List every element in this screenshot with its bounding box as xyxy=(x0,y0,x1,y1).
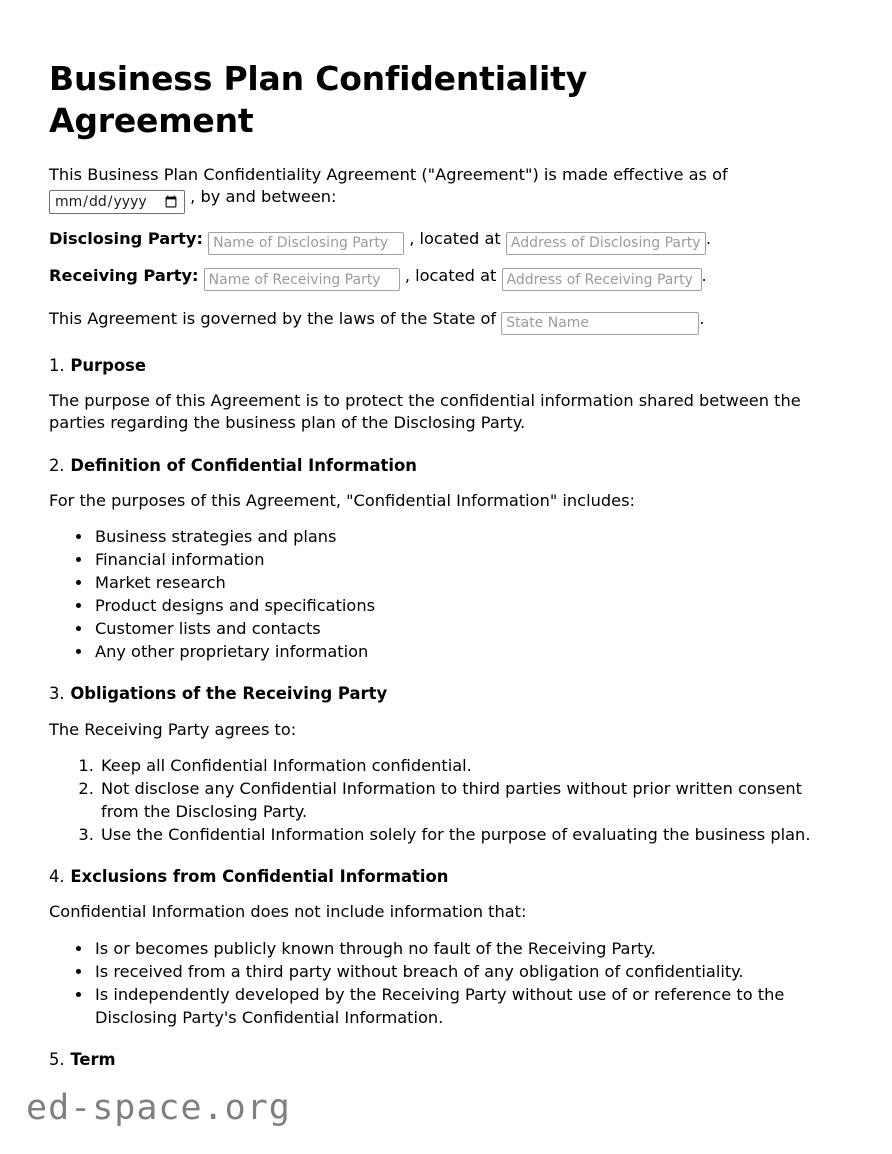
receiving-party-address-input[interactable] xyxy=(502,268,702,291)
disclosing-party-located-at-text: , located at xyxy=(409,229,501,249)
section-number: 5. xyxy=(49,1049,65,1069)
section-title: Obligations of the Receiving Party xyxy=(70,684,388,704)
section-number: 2. xyxy=(49,455,65,475)
section-number: 1. xyxy=(49,355,65,375)
intro-text-after-date: , by and between: xyxy=(190,187,337,207)
site-watermark: ed-space.org xyxy=(26,1088,291,1128)
list-item: • Financial information xyxy=(93,548,840,571)
state-name-input[interactable] xyxy=(501,312,699,335)
section-heading-term xyxy=(49,1049,840,1070)
page-title: Business Plan Confidentiality Agreement xyxy=(49,59,588,140)
section-heading-purpose xyxy=(49,355,840,376)
governing-law-period: . xyxy=(699,309,705,329)
list-item: • Business strategies and plans xyxy=(93,525,840,548)
section-title: Exclusions from Confidential Information xyxy=(70,867,449,887)
receiving-party-label: Receiving Party: xyxy=(49,265,199,285)
list-item: • Market research xyxy=(93,571,840,594)
list-item: • Is or becomes publicly known through no fault of the Receiving Party. xyxy=(93,937,840,960)
receiving-party-line xyxy=(49,264,840,292)
list-item: • Any other proprietary information xyxy=(93,640,840,663)
section-heading-obligations xyxy=(49,683,840,704)
definition-bullet-list xyxy=(49,525,840,663)
section-title: Term xyxy=(70,1049,116,1069)
section-body-definition: For the purposes of this Agreement, "Confidential Information" includes: xyxy=(49,491,635,511)
section-body-purpose: The purpose of this Agreement is to protect the confidential information shared between the parties regarding the business plan of the Disclosing Party. xyxy=(49,391,801,433)
list-item: • Is received from a third party without breach of any obligation of confidentiality. xyxy=(93,960,840,983)
section-number: 4. xyxy=(49,867,65,887)
list-item: • Customer lists and contacts xyxy=(93,617,840,640)
receiving-party-located-at-text: , located at xyxy=(404,265,497,285)
intro-paragraph xyxy=(49,164,839,214)
disclosing-party-address-input[interactable] xyxy=(506,232,706,255)
section-heading-exclusions xyxy=(49,866,840,887)
section-body-exclusions: Confidential Information does not include information that: xyxy=(49,902,527,922)
governing-law-text: This Agreement is governed by the laws of the State of xyxy=(49,309,497,329)
list-item: 3. Use the Confidential Information solely for the purpose of evaluating the business plan. xyxy=(99,823,840,846)
section-title: Purpose xyxy=(70,355,146,375)
disclosing-party-label: Disclosing Party: xyxy=(49,229,203,249)
governing-law-line xyxy=(49,307,840,335)
effective-date-input[interactable] xyxy=(49,190,185,214)
disclosing-party-period: . xyxy=(705,229,712,249)
obligations-numbered-list xyxy=(49,754,840,846)
list-item: 1. Keep all Confidential Information confidential. xyxy=(99,754,840,777)
list-item: 2. Not disclose any Confidential Information to third parties without prior written consent from the Disclosing Party. xyxy=(99,777,840,823)
list-item: • Product designs and specifications xyxy=(93,594,840,617)
list-item: • Is independently developed by the Receiving Party without use of or reference to the Disclosing Party's Confidential Information. xyxy=(93,983,840,1029)
disclosing-party-line xyxy=(49,227,840,255)
section-body-obligations: The Receiving Party agrees to: xyxy=(49,719,297,739)
section-heading-definition xyxy=(49,455,840,476)
section-title: Definition of Confidential Information xyxy=(70,455,417,475)
intro-text-before-date: This Business Plan Confidentiality Agreement ("Agreement") is made effective as of xyxy=(49,164,728,184)
disclosing-party-name-input[interactable] xyxy=(208,232,404,255)
exclusions-bullet-list xyxy=(49,937,840,1029)
receiving-party-name-input[interactable] xyxy=(204,268,400,291)
section-number: 3. xyxy=(49,684,65,704)
receiving-party-period: . xyxy=(701,265,707,285)
